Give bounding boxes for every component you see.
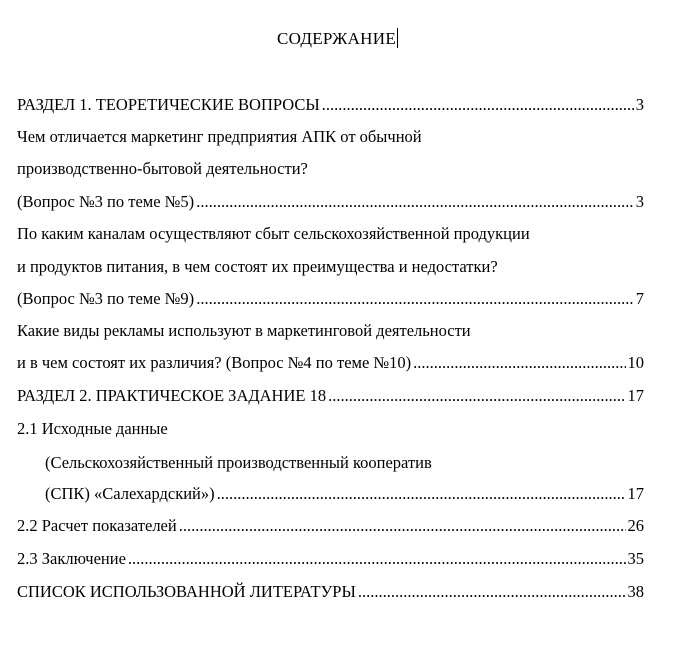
toc-entry-page: 3 [635, 192, 644, 211]
toc-entry-question-3-5[interactable] [17, 190, 644, 214]
toc-entry-page: 3 [635, 95, 644, 114]
toc-entry-text: РАЗДЕЛ 2. ПРАКТИЧЕСКОЕ ЗАДАНИЕ 18 [17, 386, 327, 405]
toc-entry-text: РАЗДЕЛ 1. ТЕОРЕТИЧЕСКИЕ ВОПРОСЫ [17, 95, 320, 114]
toc-entry-text-line [17, 417, 644, 441]
dot-leader [196, 190, 634, 214]
toc-entry-text: Чем отличается маркетинг предприятия АПК от обычной [17, 127, 422, 146]
toc-entry-text-line [17, 255, 644, 279]
toc-entry-page: 17 [627, 386, 644, 405]
toc-entry-text-line [17, 319, 644, 343]
toc-entry-text: производственно-бытовой деятельности? [17, 159, 308, 178]
toc-entry-calculation[interactable] [17, 514, 644, 538]
toc-entry-page: 35 [627, 549, 644, 568]
toc-entry-source-data[interactable] [45, 482, 644, 506]
toc-entry-text: (Вопрос №3 по теме №5) [17, 192, 195, 211]
toc-entry-question-4-10[interactable] [17, 351, 644, 375]
toc-entry-text: и в чем состоят их различия? (Вопрос №4 по теме №10) [17, 353, 412, 372]
toc-entry-text: 2.2 Расчет показателей [17, 516, 177, 535]
toc-entry-text: (Вопрос №3 по теме №9) [17, 289, 195, 308]
toc-entry-page: 38 [627, 582, 644, 601]
toc-entry-text: (Сельскохозяйственный производственный кооператив [45, 453, 432, 472]
dot-leader [322, 93, 634, 117]
toc-entry-text: Какие виды рекламы используют в маркетинговой деятельности [17, 321, 471, 340]
toc-entry-references[interactable] [17, 580, 644, 604]
dot-leader [128, 547, 626, 571]
dot-leader [358, 580, 626, 604]
dot-leader [179, 514, 626, 538]
toc-entry-text-line [17, 125, 644, 149]
toc-entry-text: (СПК) «Салехардский») [45, 484, 215, 503]
toc-entry-question-3-9[interactable] [17, 287, 644, 311]
text-cursor [397, 28, 398, 48]
toc-entry-section-1[interactable] [17, 93, 644, 117]
toc-entry-page: 17 [627, 484, 644, 503]
dot-leader [217, 482, 626, 506]
toc-entry-text: 2.3 Заключение [17, 549, 126, 568]
toc-entry-text: СПИСОК ИСПОЛЬЗОВАННОЙ ЛИТЕРАТУРЫ [17, 582, 356, 601]
toc-entry-text-line [45, 451, 644, 475]
toc-entry-page: 7 [635, 289, 644, 308]
toc-entry-section-2[interactable] [17, 384, 644, 408]
toc-entry-conclusion[interactable] [17, 547, 644, 571]
toc-entry-text: и продуктов питания, в чем состоят их преимущества и недостатки? [17, 257, 498, 276]
toc-entry-text: 2.1 Исходные данные [17, 419, 168, 438]
toc-entry-page: 26 [627, 516, 644, 535]
toc-title: СОДЕРЖАНИЕ [276, 29, 397, 48]
toc-title-block [0, 28, 675, 49]
toc-entry-page: 10 [627, 353, 644, 372]
toc-entry-text-line [17, 157, 644, 181]
dot-leader [196, 287, 634, 311]
toc-entry-text: По каким каналам осуществляют сбыт сельскохозяйственной продукции [17, 224, 530, 243]
dot-leader [328, 384, 625, 408]
toc-entry-text-line [17, 222, 644, 246]
dot-leader [413, 351, 625, 375]
